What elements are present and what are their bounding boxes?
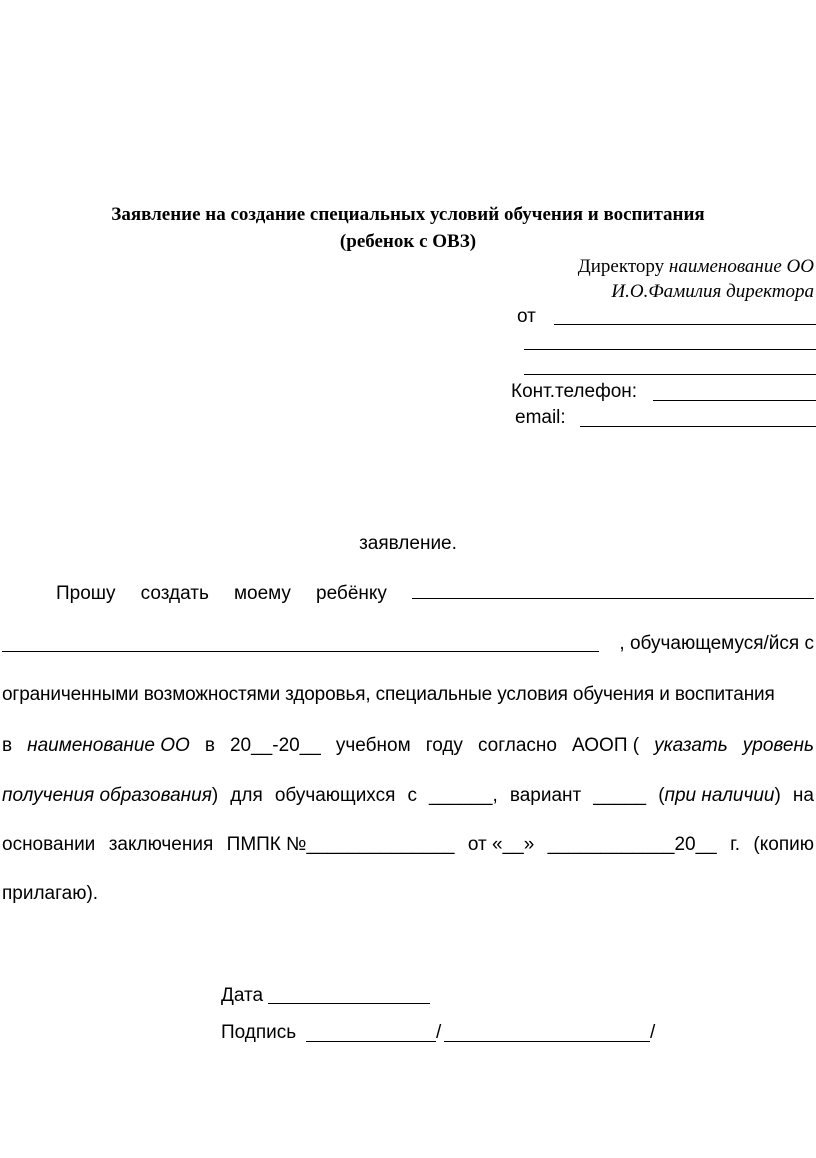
phone-line xyxy=(653,400,816,401)
from-line-3 xyxy=(524,374,816,375)
statement-label: заявление. xyxy=(359,533,457,554)
email-line xyxy=(580,426,816,427)
word-child: ребёнку xyxy=(316,583,387,604)
body-line-7: прилагаю). xyxy=(2,883,99,904)
phone-label: Конт.телефон: xyxy=(511,381,638,402)
signature-line xyxy=(306,1041,436,1042)
word-in-2: в xyxy=(204,735,215,756)
if-any: при наличии xyxy=(664,785,775,806)
paren-close-2: ) xyxy=(774,785,781,806)
addressee-line xyxy=(578,256,814,278)
paren-open: ( xyxy=(658,785,665,806)
from-label: от xyxy=(517,306,536,327)
student-tail: , обучающемуся/йся с xyxy=(619,633,814,654)
body-line-6 xyxy=(2,834,814,856)
school-name: наименование ОО xyxy=(668,256,814,277)
paren-close-1: ) xyxy=(211,785,219,806)
word-level: уровень xyxy=(742,735,814,756)
from-line-1 xyxy=(554,324,816,325)
word-request: Прошу xyxy=(56,583,116,604)
signature-name-line xyxy=(444,1041,650,1042)
school-name-body: наименование ОО xyxy=(27,735,190,756)
word-conclusion: заключения xyxy=(108,834,214,855)
word-year: году xyxy=(425,735,463,756)
word-variant: вариант xyxy=(509,785,582,806)
word-my: моему xyxy=(233,583,291,604)
education-level: получения образования xyxy=(2,785,212,806)
word-students: обучающихся xyxy=(274,785,396,806)
document-title: Заявление на создание специальных условий обучения и воспитания xyxy=(111,204,705,225)
conclusion-day: от «__» xyxy=(467,834,535,855)
education-level-group xyxy=(2,785,218,807)
word-according: согласно xyxy=(477,735,557,756)
child-name-line xyxy=(412,582,814,599)
to-prefix: Директору xyxy=(577,256,665,277)
pmpk-number: ПМПК №______________ xyxy=(226,834,455,855)
word-in: в xyxy=(2,735,13,756)
from-line-2 xyxy=(524,349,816,350)
date-label: Дата xyxy=(221,985,264,1006)
if-any-group xyxy=(658,785,781,807)
word-on: на xyxy=(792,785,814,806)
director-name: И.О.Фамилия директора xyxy=(611,281,814,302)
word-basis: основании xyxy=(2,834,96,855)
signature-slash-2: / xyxy=(650,1022,656,1043)
document-subtitle: (ребенок с ОВЗ) xyxy=(339,231,477,252)
child-name-line-2 xyxy=(2,651,599,652)
email-label: email: xyxy=(515,407,566,428)
level-blank: ______, xyxy=(429,785,498,806)
word-study: учебном xyxy=(335,735,411,756)
body-line-4 xyxy=(2,735,814,757)
signature-slash-1: / xyxy=(436,1022,442,1043)
date-line xyxy=(268,1003,430,1004)
word-create: создать xyxy=(140,583,209,604)
body-line-3: ограниченными возможностями здоровья, специальные условия обучения и воспитания xyxy=(2,684,775,705)
variant-blank: _____ xyxy=(593,785,647,806)
aoop-open: АООП ( xyxy=(572,735,640,756)
word-specify: указать xyxy=(654,735,728,756)
word-year-abbr: г. xyxy=(730,834,741,855)
signature-label: Подпись xyxy=(221,1022,297,1043)
word-for: для xyxy=(230,785,263,806)
school-years: 20__-20__ xyxy=(229,735,321,756)
body-line-1 xyxy=(56,582,814,605)
conclusion-month-year: ____________20__ xyxy=(547,834,717,855)
word-copy: (копию xyxy=(753,834,814,855)
word-with: с xyxy=(407,785,417,806)
body-line-5 xyxy=(2,785,814,807)
